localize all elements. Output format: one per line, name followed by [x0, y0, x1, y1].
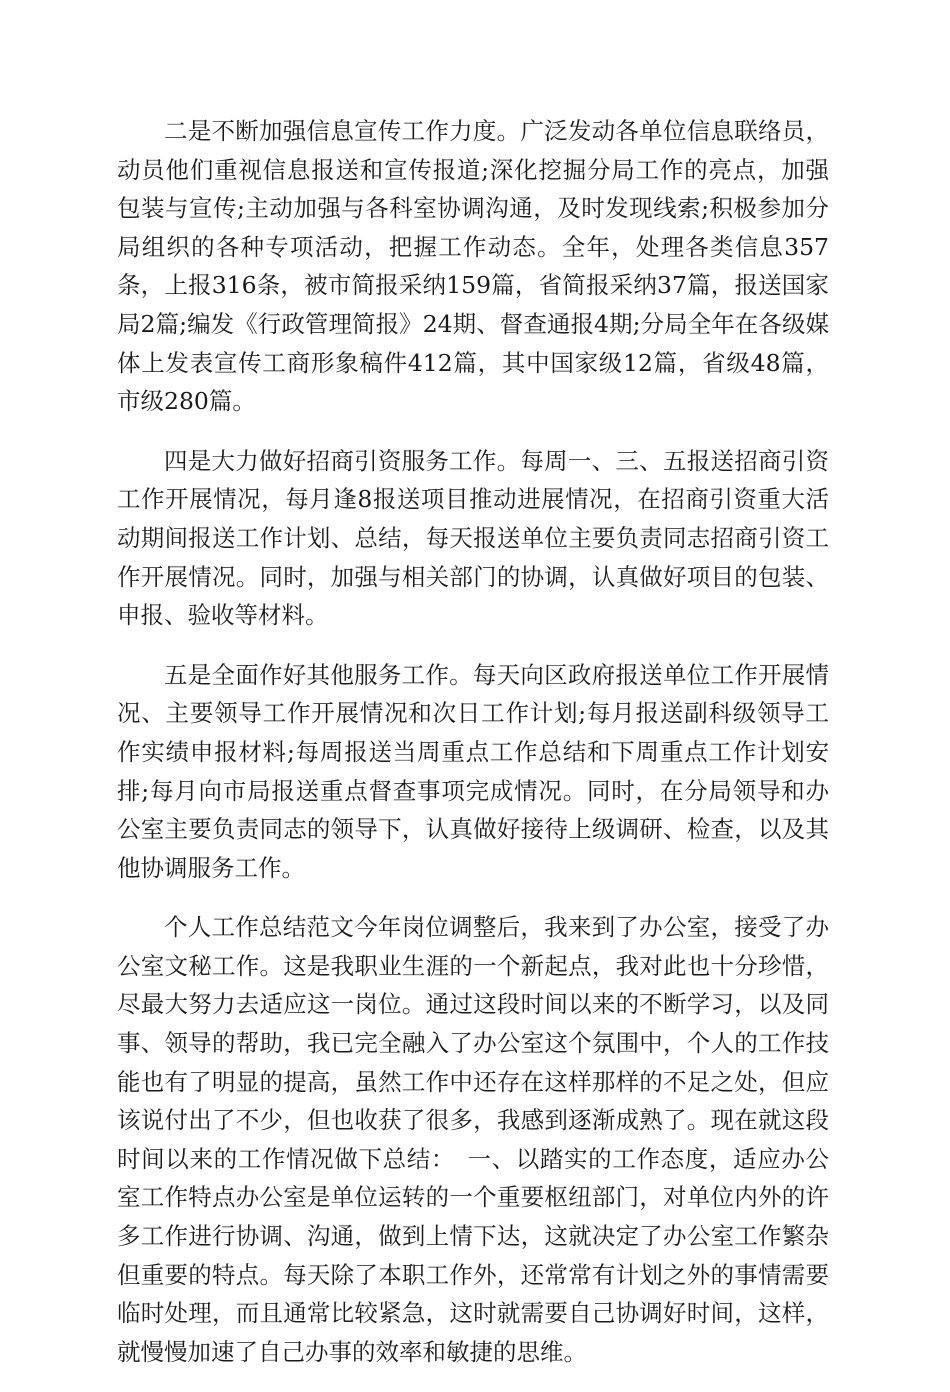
document-body	[117, 112, 829, 1392]
paragraph-investment-service: 四是大力做好招商引资服务工作。每周一、三、五报送招商引资工作开展情况，每月逢8报送项目推动进展情况，在招商引资重大活动期间报送工作计划、总结，每天报送单位主要负责同志招商引资工作开展情况。同时，加强与相关部门的协调，认真做好项目的包装、申报、验收等材料。	[117, 446, 829, 630]
paragraph-other-services: 五是全面作好其他服务工作。每天向区政府报送单位工作开展情况、主要领导工作开展情况和次日工作计划;每月报送副科级领导工作实绩申报材料;每周报送当周重点工作总结和下周重点工作计划安排;每月向市局报送重点督查事项完成情况。同时，在分局领导和办公室主要负责同志的领导下，认真做好接待上级调研、检查，以及其他协调服务工作。	[117, 660, 829, 882]
paragraph-personal-summary: 个人工作总结范文今年岗位调整后，我来到了办公室，接受了办公室文秘工作。这是我职业生涯的一个新起点，我对此也十分珍惜，尽最大努力去适应这一岗位。通过这段时间以来的不断学习，以及同事、领导的帮助，我已完全融入了办公室这个氛围中，个人的工作技能也有了明显的提高，虽然工作中还存在这样那样的不足之处，但应该说付出了不少，但也收获了很多，我感到逐渐成熟了。现在就这段时间以来的工作情况做下总结： 一、以踏实的工作态度，适应办公室工作特点办公室是单位运转的一个重要枢纽部门，对单位内外的许多工作进行协调、沟通，做到上情下达，这就决定了办公室工作繁杂但重要的特点。每天除了本职工作外，还常常有计划之外的事情需要临时处理，而且通常比较紧急，这时就需要自己协调好时间，这样，就慢慢加速了自己办事的效率和敏捷的思维。	[117, 913, 829, 1366]
paragraph-information-publicity: 二是不断加强信息宣传工作力度。广泛发动各单位信息联络员，动员他们重视信息报送和宣传报道;深化挖掘分局工作的亮点，加强包装与宣传;主动加强与各科室协调沟通，及时发现线索;积极参加分局组织的各种专项活动，把握工作动态。全年，处理各类信息357条，上报316条，被市简报采纳159篇，省简报采纳37篇，报送国家局2篇;编发《行政管理简报》24期、督查通报4期;分局全年在各级媒体上发表宣传工商形象稿件412篇，其中国家级12篇，省级48篇，市级280篇。	[117, 117, 829, 416]
